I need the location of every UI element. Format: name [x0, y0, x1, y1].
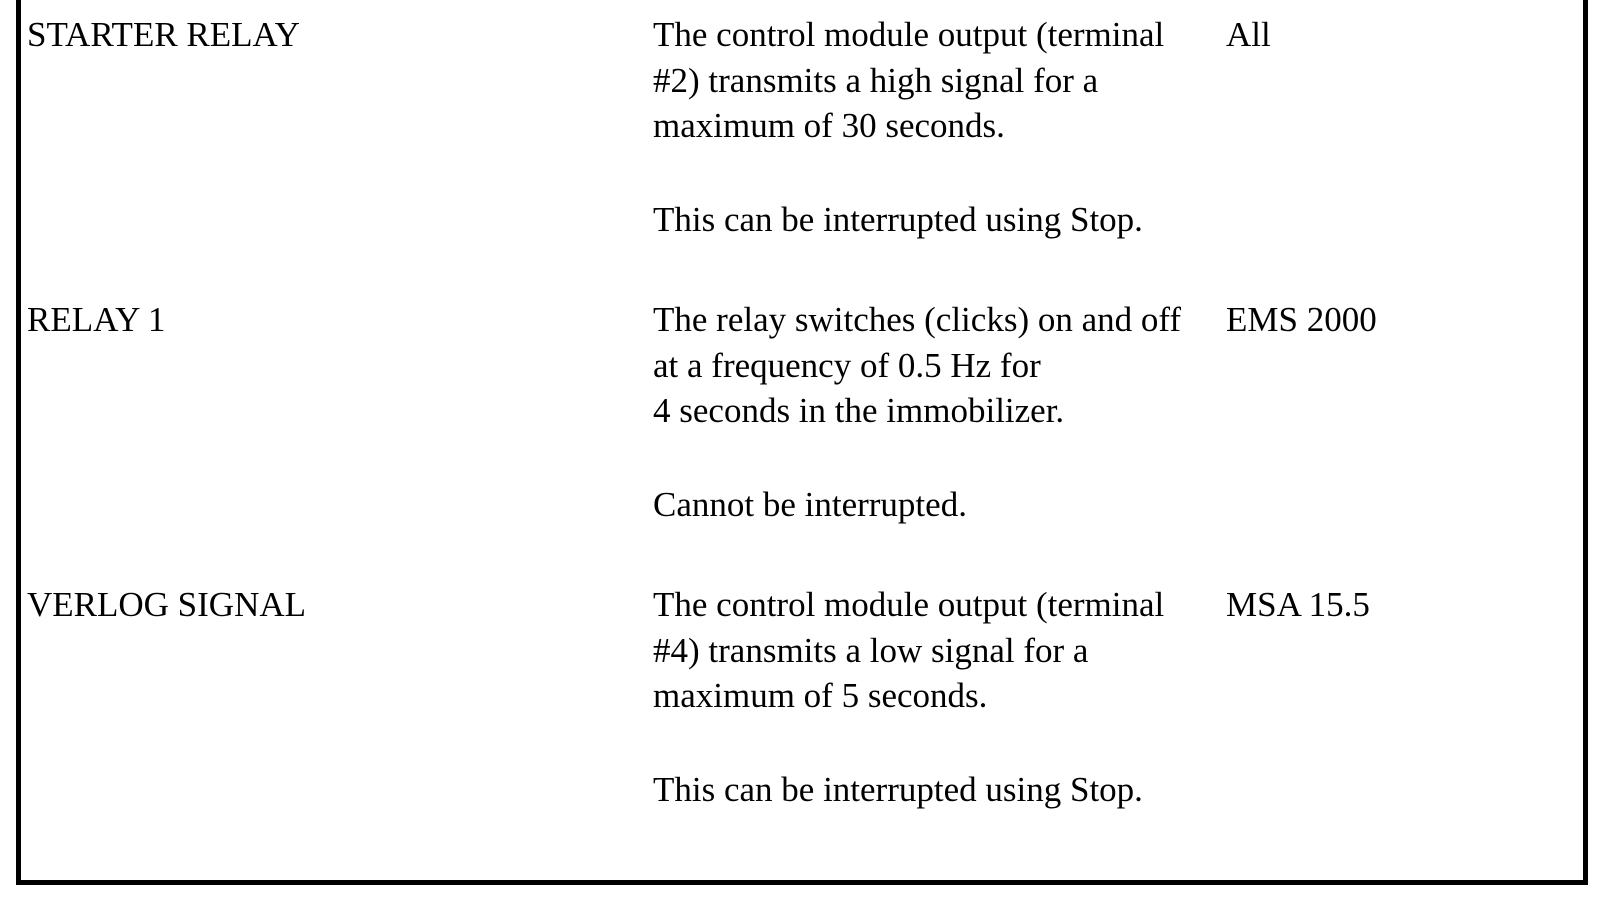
description-cell — [653, 582, 1223, 812]
description-line: maximum of 30 seconds. — [653, 106, 1005, 145]
component-name: VERLOG SIGNAL — [27, 585, 307, 624]
description-line: at a frequency of 0.5 Hz for — [653, 345, 1041, 385]
description-text — [653, 297, 1223, 434]
description-text — [653, 582, 1223, 719]
description-text — [653, 12, 1223, 149]
system-applicability: EMS 2000 — [1226, 300, 1377, 339]
system-applicability: MSA 15.5 — [1226, 585, 1370, 624]
description-line: #2) transmits a high signal for a — [653, 60, 1099, 100]
description-line: 4 seconds in the immobilizer. — [653, 391, 1065, 430]
description-cell — [653, 297, 1223, 527]
document-table — [16, 0, 1588, 885]
component-name: STARTER RELAY — [27, 15, 300, 54]
system-applicability: All — [1226, 15, 1271, 54]
interrupt-note: Cannot be interrupted. — [653, 484, 967, 524]
description-cell — [653, 12, 1223, 242]
description-line: maximum of 5 seconds. — [653, 676, 988, 715]
interrupt-note: This can be interrupted using Stop. — [653, 199, 1143, 239]
description-line: The control module output (terminal — [653, 15, 1165, 54]
interrupt-note: This can be interrupted using Stop. — [653, 769, 1143, 809]
component-name: RELAY 1 — [27, 300, 166, 339]
description-line: The control module output (terminal — [653, 585, 1165, 624]
description-line: The relay switches (clicks) on and off — [653, 300, 1182, 339]
description-line: #4) transmits a low signal for a — [653, 630, 1089, 670]
